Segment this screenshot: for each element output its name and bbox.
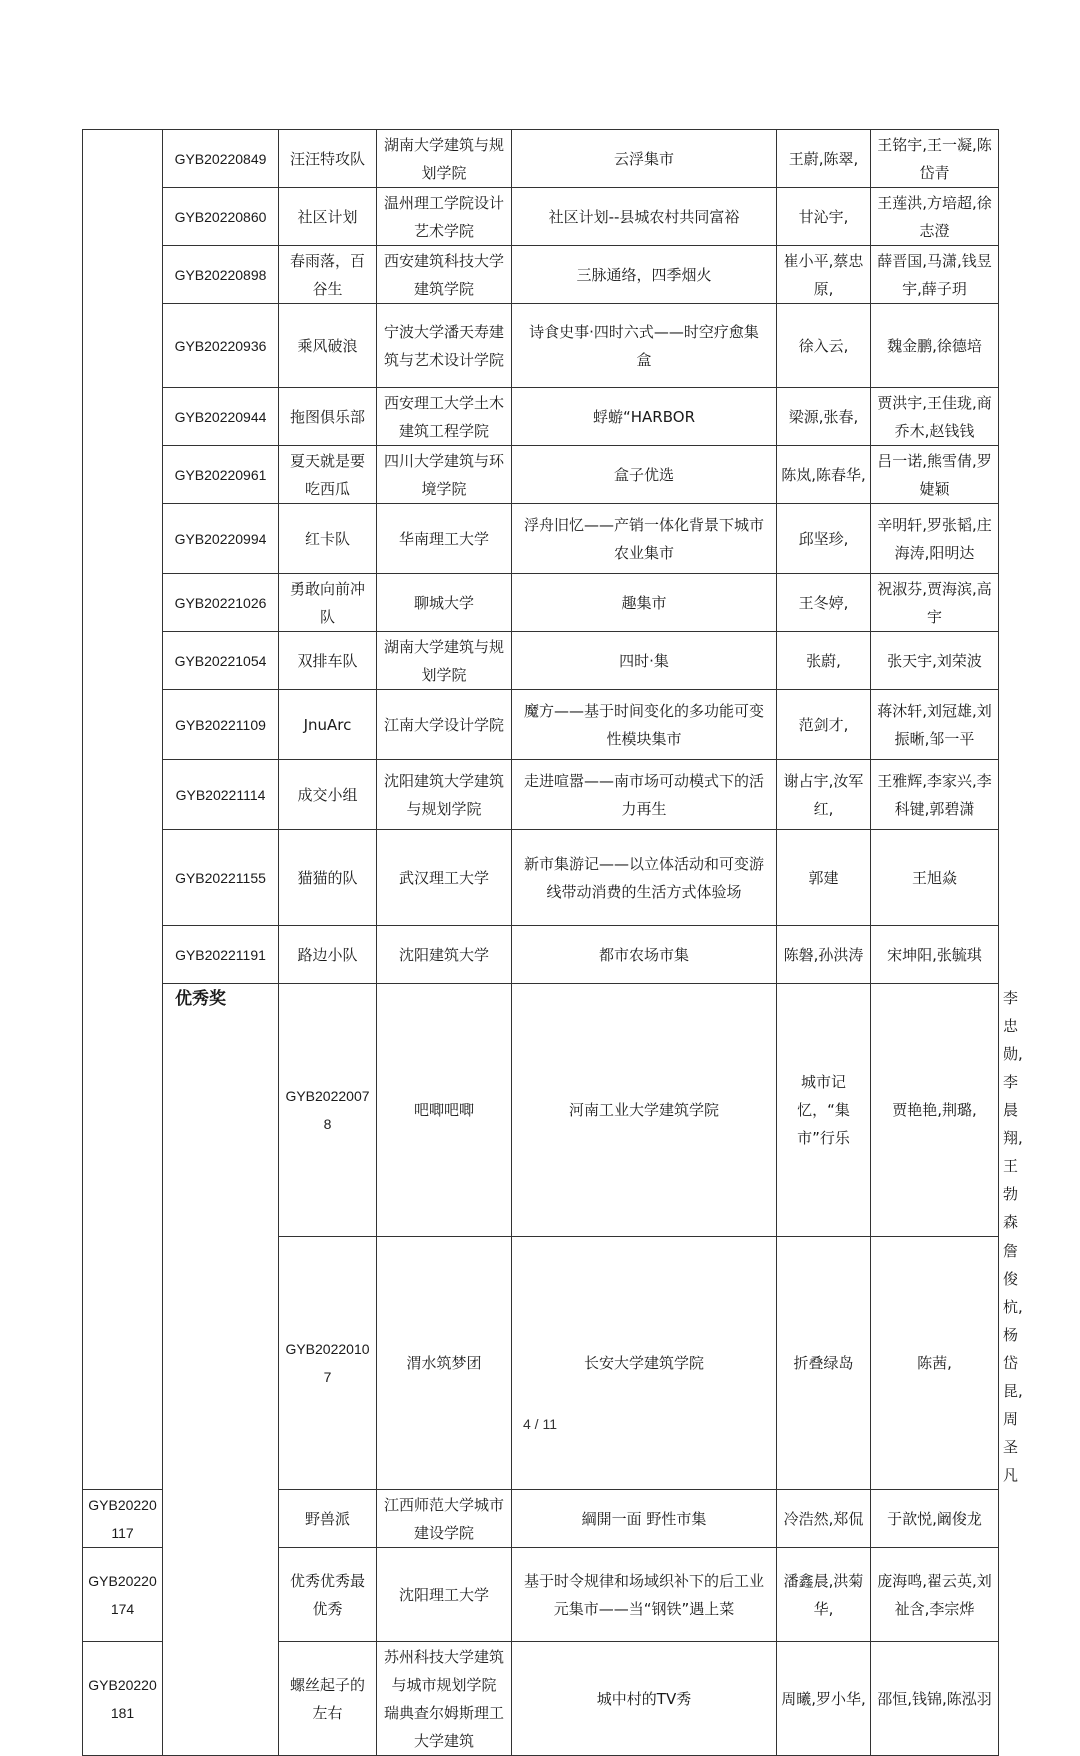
table-row: [83, 926, 999, 984]
school-name: 宁波大学潘天寿建筑与艺术设计学院: [377, 304, 512, 388]
team-name: 猫猫的队: [279, 830, 377, 926]
school-name: 长安大学建筑学院: [512, 1237, 777, 1490]
school-name: 温州理工学院设计艺术学院: [377, 188, 512, 246]
entry-id: GYB20221054: [163, 632, 279, 690]
advisor-names: 潘鑫晨,洪菊华,: [777, 1548, 871, 1642]
member-names: 祝淑芬,贾海滨,高宇: [871, 574, 999, 632]
school-name: 江南大学设计学院: [377, 690, 512, 760]
school-name: 苏州科技大学建筑与城市规划学院 瑞典查尔姆斯理工大学建筑: [377, 1642, 512, 1756]
school-name: 湖南大学建筑与规划学院: [377, 130, 512, 188]
project-title: 盒子优选: [512, 446, 777, 504]
member-names: 庞海鸣,翟云英,刘祉含,李宗烨: [871, 1548, 999, 1642]
table-row: [83, 246, 999, 304]
advisor-names: 梁源,张春,: [777, 388, 871, 446]
school-name: 四川大学建筑与环境学院: [377, 446, 512, 504]
project-title: 云浮集市: [512, 130, 777, 188]
table-row: [83, 388, 999, 446]
project-title: 城市记忆，“集市”行乐: [777, 984, 871, 1237]
category-cell-excellence: [163, 984, 279, 1756]
member-names: 魏金鹏,徐德培: [871, 304, 999, 388]
school-name: 武汉理工大学: [377, 830, 512, 926]
project-title: 都市农场市集: [512, 926, 777, 984]
project-title: 三脉通络，四季烟火: [512, 246, 777, 304]
team-name: 优秀优秀最优秀: [279, 1548, 377, 1642]
school-name: 沈阳建筑大学: [377, 926, 512, 984]
school-name: 西安建筑科技大学建筑学院: [377, 246, 512, 304]
table-row: [83, 130, 999, 188]
advisor-names: 谢占宇,汝军红,: [777, 760, 871, 830]
member-names: 宋坤阳,张毓琪: [871, 926, 999, 984]
team-name: 吧唧吧唧: [377, 984, 512, 1237]
team-name: 野兽派: [279, 1490, 377, 1548]
advisor-names: 陈茜,: [871, 1237, 999, 1490]
project-title: 诗食史事·四时六式——时空疗愈集盒: [512, 304, 777, 388]
table-row: 优秀奖 GYB20220078 吧唧吧唧 河南工业大学建筑学院 城市记忆，“集市”行乐 贾艳艳,荆璐, 李忠勋,李晨翔,王勃森: [83, 984, 999, 1237]
project-title: 新市集游记——以立体活动和可变游线带动消费的生活方式体验场: [512, 830, 777, 926]
school-name: 西安理工大学土木建筑工程学院: [377, 388, 512, 446]
project-title: 綱開一面 野性市集: [512, 1490, 777, 1548]
table-row: [83, 304, 999, 388]
advisor-names: 崔小平,蔡忠原,: [777, 246, 871, 304]
entry-id: GYB20220936: [163, 304, 279, 388]
entry-id: GYB20220849: [163, 130, 279, 188]
entry-id: GYB20220961: [163, 446, 279, 504]
school-name: 湖南大学建筑与规划学院: [377, 632, 512, 690]
entry-id: GYB20220181: [83, 1642, 163, 1756]
member-names: 王莲洪,方培超,徐志澄: [871, 188, 999, 246]
team-name: JnuArc: [279, 690, 377, 760]
member-names: 蒋沐轩,刘冠雄,刘振晰,邹一平: [871, 690, 999, 760]
member-names: 辛明轩,罗张韬,庄海涛,阳明达: [871, 504, 999, 574]
advisor-names: 王蔚,陈翠,: [777, 130, 871, 188]
advisor-names: 徐入云,: [777, 304, 871, 388]
project-title: 蜉蝣“HARBOR: [512, 388, 777, 446]
category-cell-previous: [83, 130, 163, 1490]
table-row: GYB20220107 渭水筑梦团 长安大学建筑学院 折叠绿岛 陈茜, 詹俊杭,杨岱昆,周圣凡: [83, 1237, 999, 1490]
member-names: 薛晋国,马潇,钱昱宇,薛子玥: [871, 246, 999, 304]
team-name: 红卡队: [279, 504, 377, 574]
project-title: 趣集市: [512, 574, 777, 632]
school-name: 河南工业大学建筑学院: [512, 984, 777, 1237]
team-name: 拖图俱乐部: [279, 388, 377, 446]
member-names: 张天宇,刘荣波: [871, 632, 999, 690]
advisor-names: 甘沁宇,: [777, 188, 871, 246]
entry-id: GYB20221191: [163, 926, 279, 984]
table-row: [83, 188, 999, 246]
project-title: 四时·集: [512, 632, 777, 690]
table-row: [83, 574, 999, 632]
advisor-names: 冷浩然,郑侃: [777, 1490, 871, 1548]
category-label: 优秀奖: [175, 989, 226, 1009]
team-name: 乘风破浪: [279, 304, 377, 388]
team-name: 路边小队: [279, 926, 377, 984]
table-row: [83, 632, 999, 690]
team-name: 社区计划: [279, 188, 377, 246]
member-names: 王雅辉,李家兴,李科键,郭碧潇: [871, 760, 999, 830]
advisor-names: 周曦,罗小华,: [777, 1642, 871, 1756]
entry-id: GYB20220860: [163, 188, 279, 246]
table-row: [83, 690, 999, 760]
entry-id: GYB20220944: [163, 388, 279, 446]
entry-id: GYB20221109: [163, 690, 279, 760]
school-name: 沈阳理工大学: [377, 1548, 512, 1642]
advisor-names: 陈岚,陈春华,: [777, 446, 871, 504]
award-table: [82, 129, 1023, 1756]
table-row: [83, 760, 999, 830]
entry-id: GYB20220117: [83, 1490, 163, 1548]
team-name: 春雨落，百谷生: [279, 246, 377, 304]
table-body: [83, 130, 1023, 1756]
team-name: 夏天就是要吃西瓜: [279, 446, 377, 504]
project-title: 基于时令规律和场域织补下的后工业元集市——当“钢铁”遇上菜: [512, 1548, 777, 1642]
advisor-names: 郭建: [777, 830, 871, 926]
page-number: 4 / 11: [523, 1416, 557, 1432]
advisor-names: 范剑才,: [777, 690, 871, 760]
advisor-names: 贾艳艳,荆璐,: [871, 984, 999, 1237]
member-names: 吕一诺,熊雪倩,罗婕颖: [871, 446, 999, 504]
advisor-names: 王冬婷,: [777, 574, 871, 632]
entry-id: GYB20220174: [83, 1548, 163, 1642]
entry-id: GYB20221026: [163, 574, 279, 632]
advisor-names: 张蔚,: [777, 632, 871, 690]
school-name: 沈阳建筑大学建筑与规划学院: [377, 760, 512, 830]
member-names: 王铭宇,王一凝,陈岱青: [871, 130, 999, 188]
team-name: 勇敢向前冲队: [279, 574, 377, 632]
team-name: 成交小组: [279, 760, 377, 830]
member-names: 王旭焱: [871, 830, 999, 926]
team-name: 汪汪特攻队: [279, 130, 377, 188]
member-names: 于歆悦,阚俊龙: [871, 1490, 999, 1548]
school-name: 江西师范大学城市建设学院: [377, 1490, 512, 1548]
entry-id: GYB20220078: [279, 984, 377, 1237]
table-row: [83, 504, 999, 574]
project-title: 折叠绿岛: [777, 1237, 871, 1490]
project-title: 社区计划--县城农村共同富裕: [512, 188, 777, 246]
entry-id: GYB20220107: [279, 1237, 377, 1490]
advisor-names: 邱坚珍,: [777, 504, 871, 574]
project-title: 魔方——基于时间变化的多功能可变性模块集市: [512, 690, 777, 760]
table-row: [83, 830, 999, 926]
entry-id: GYB20221114: [163, 760, 279, 830]
entry-id: GYB20220994: [163, 504, 279, 574]
team-name: 螺丝起子的左右: [279, 1642, 377, 1756]
entry-id: GYB20220898: [163, 246, 279, 304]
project-title: 走进喧嚣——南市场可动模式下的活力再生: [512, 760, 777, 830]
member-names: 邵恒,钱锦,陈泓羽: [871, 1642, 999, 1756]
project-title: 浮舟旧忆——产销一体化背景下城市农业集市: [512, 504, 777, 574]
team-name: 双排车队: [279, 632, 377, 690]
entry-id: GYB20221155: [163, 830, 279, 926]
school-name: 华南理工大学: [377, 504, 512, 574]
advisor-names: 陈磐,孙洪涛: [777, 926, 871, 984]
school-name: 聊城大学: [377, 574, 512, 632]
member-names: 贾洪宇,王佳珑,商乔木,赵钱钱: [871, 388, 999, 446]
table-row: [83, 446, 999, 504]
team-name: 渭水筑梦团: [377, 1237, 512, 1490]
project-title: 城中村的TV秀: [512, 1642, 777, 1756]
